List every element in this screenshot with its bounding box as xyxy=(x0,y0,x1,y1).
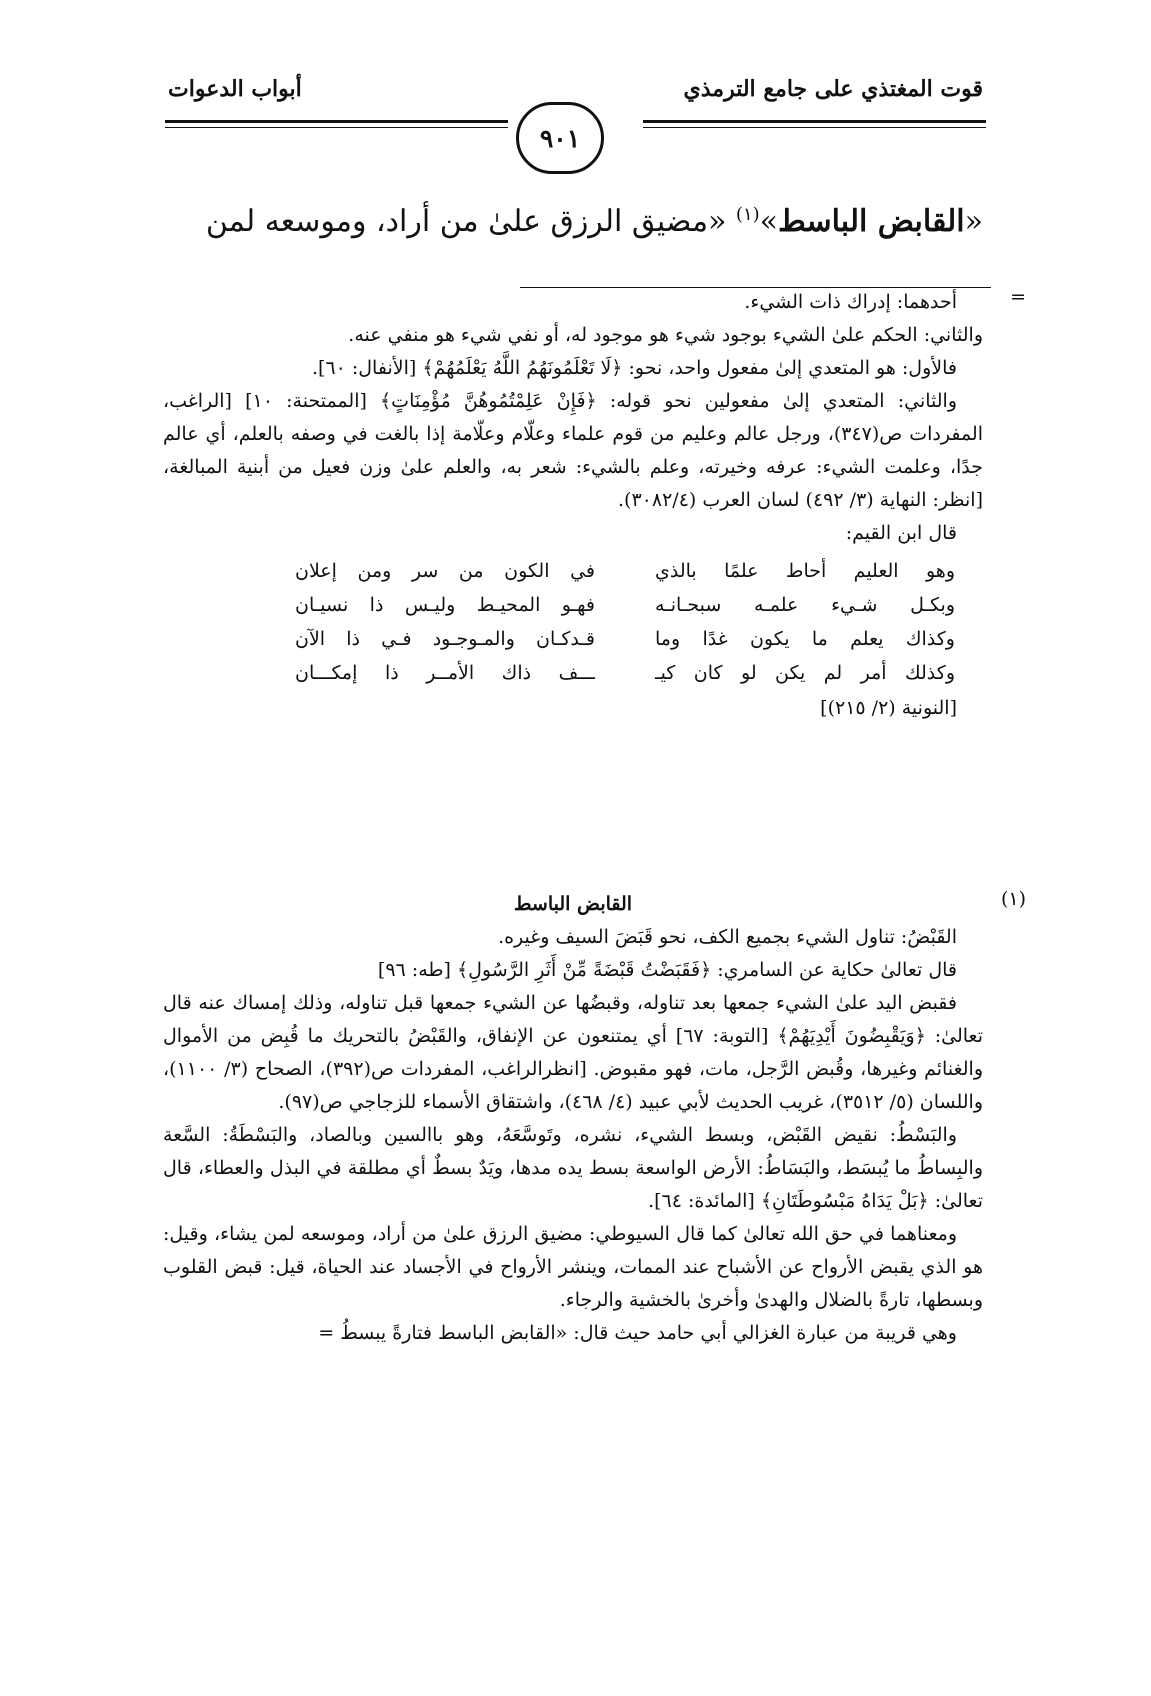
continuation-mark: = xyxy=(1010,286,1026,308)
poem-verse xyxy=(295,656,955,690)
footnote-1 xyxy=(163,888,983,1350)
footnote-line: أحدهما: إدراك ذات الشيء. xyxy=(744,291,957,313)
poem-hemistich-first: وكذاك يعلم ما يكون غدًا وما xyxy=(655,628,955,650)
footnote-line: والثاني: المتعدي إلىٰ مفعولين نحو قوله: ﴿فَإِنْ عَلِمْتُمُوهُنَّ مُؤْمِنَاتٍ﴾ [الممتحنة: ١٠] [الراغب، المفردات ص(٣٤٧)، ورجل عالم وعليم من قوم علماء وعلّام وعلّامة إذا بالغت في وصفه بالعلم، أي عالم جدًا، وعلمت الشيء: عرفه وخيرته، وعلم بالشيء: شعر به، والعلم علىٰ وزن فعيل من أبنية المبالغة، [انظر: النهاية (٣/ ٤٩٢) لسان العرب (٣٠٨٢/٤). xyxy=(163,390,983,511)
header-rule-left-thin xyxy=(165,127,508,128)
poem-hemistich-first: وكذلك أمر لم يكن لو كان كيـ xyxy=(655,662,955,684)
main-text-rest: «مضيق الرزق علىٰ من أراد، وموسعه لمن xyxy=(205,204,736,239)
running-head-section-title: أبواب الدعوات xyxy=(168,76,302,102)
main-term: القابض الباسط xyxy=(778,204,965,239)
footnote-paragraph: قال تعالىٰ حكاية عن السامري: ﴿فَقَبَضْتُ قَبْضَةً مِّنْ أَثَرِ الرَّسُولِ﴾ [طه: ٩٦] xyxy=(377,959,957,981)
footnote-paragraph: القَبْضُ: تناول الشيء بجميع الكف، نحو قَبَضَ السيف وغيره. xyxy=(498,926,957,948)
poem xyxy=(295,554,955,690)
header-rule-left-thick xyxy=(165,120,508,123)
poem-verse xyxy=(295,588,955,622)
footnote-ref: (١) xyxy=(735,204,760,225)
footnote-paragraph: والبَسْطُ: نقيض القَبْض، وبسط الشيء، نشره، وتَوسَّعَهُ، وهو باالسين وبالصاد، والبَسْطَةُ: السَّعة والبِساطُ ما يُبسَط، والبَسَاطُ: الأرض الواسعة بسط يده مدها، ويَدٌ بسطٌ أي مطلقة في البذل والعطاء، قال تعالىٰ: ﴿بَلْ يَدَاهُ مَبْسُوطَتَانِ﴾ [المائدة: ٦٤]. xyxy=(163,1124,983,1212)
header-rule-right-thin xyxy=(643,127,986,128)
footnote-continuation xyxy=(163,286,983,725)
poem-hemistich-first: وهو العليم أحاط علمًا بالذي xyxy=(655,560,955,582)
poem-hemistich-second: فهـو المحيـط وليـس ذا نسيـان xyxy=(295,594,595,616)
footnote-line: فالأول: هو المتعدي إلىٰ مفعول واحد، نحو: ﴿لَا تَعْلَمُونَهُمُ اللَّهُ يَعْلَمُهُمْ﴾ [الأنفال: ٦٠]. xyxy=(311,357,957,379)
close-quote: » xyxy=(759,204,779,239)
footnote-paragraph: وهي قريبة من عبارة الغزالي أبي حامد حيث قال: «القابض الباسط فتارةً يبسطُ = xyxy=(318,1322,957,1344)
poem-verse xyxy=(295,554,955,588)
open-quote: « xyxy=(964,204,983,239)
footnote-line: والثاني: الحكم علىٰ الشيء بوجود شيء هو موجود له، أو نفي شيء هو منفي عنه. xyxy=(348,324,983,346)
page-number: ٩٠١ xyxy=(516,102,604,174)
poem-hemistich-first: وبكـل شـيء علمـه سبحـانـه xyxy=(655,594,955,616)
footnote-title: القابض الباسط xyxy=(513,893,633,915)
poem-hemistich-second: في الكون من سر ومن إعلان xyxy=(295,560,595,582)
poem-hemistich-second: ـــف ذاك الأمــر ذا إمكـــان xyxy=(295,662,595,684)
footnote-line: قال ابن القيم: xyxy=(845,522,957,544)
header-rule-right-thick xyxy=(643,120,986,123)
footnote-paragraph: ومعناهما في حق الله تعالىٰ كما قال السيوطي: مضيق الرزق علىٰ من أراد، وموسعه لمن يشاء، وقيل: هو الذي يقبض الأرواح عن الأشباح عند الممات، وينشر الأرواح في الأجساد عند الحياة، قيل: قبض القلوب وبسطها، تارةً بالضلال والهدىٰ وأخرىٰ بالخشية والرجاء. xyxy=(163,1223,983,1311)
running-head-book-title: قوت المغتذي على جامع الترمذي xyxy=(683,76,983,102)
poem-source: [النونية (٢/ ٢١٥)] xyxy=(820,697,957,719)
hadith-text-line xyxy=(163,194,983,243)
poem-hemistich-second: قـدكـان والمـوجـود فـي ذا الآن xyxy=(295,628,595,650)
footnote-paragraph: فقبض اليد علىٰ الشيء جمعها بعد تناوله، وقبضُها عن الشيء جمعها قبل تناوله، وذلك إمساك عنه قال تعالىٰ: ﴿وَيَقْبِضُونَ أَيْدِيَهُمْ﴾ [التوبة: ٦٧] أي يمتنعون عن الإنفاق، والقَبْضُ بالتحريك ما قُبِض من الأموال والغنائم وغيرها، وقُبض الرَّجل، مات، فهو مقبوض. [انظرالراغب، المفردات ص(٣٩٢)، الصحاح (٣/ ١١٠٠)، واللسان (٥/ ٣٥١٢)، غريب الحديث لأبي عبيد (٤/ ٤٦٨)، واشتقاق الأسماء للزجاجي ص(٩٧). xyxy=(163,992,984,1113)
footnote-number: (١) xyxy=(1000,888,1026,910)
poem-verse xyxy=(295,622,955,656)
